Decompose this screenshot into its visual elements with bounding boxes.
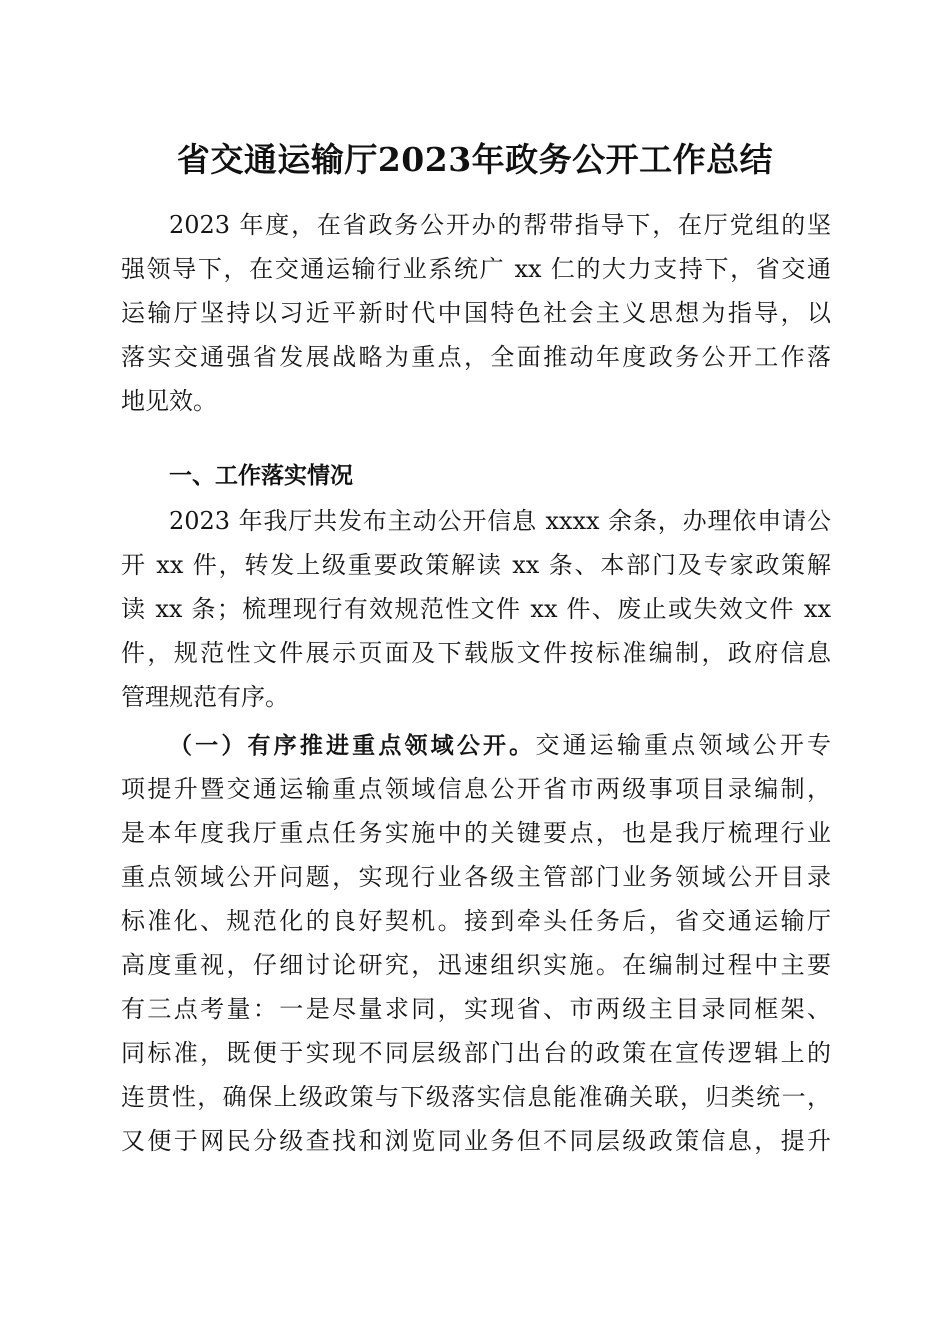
subsection-line: 连贯性，确保上级政策与下级落实信息能准确关联，归类统一， <box>121 1083 831 1111</box>
body-line: 件，规范性文件展示页面及下载版文件按标准编制，政府信息 <box>121 639 831 667</box>
subsection-line: 有三点考量：一是尽量求同，实现省、市两级主目录同框架、 <box>121 995 831 1023</box>
subsection-first-line-text: 交通运输重点领域公开专 <box>535 731 832 759</box>
body-line: 读 xx 条；梳理现行有效规范性文件 xx 件、废止或失效文件 xx <box>121 595 831 623</box>
intro-line: 落实交通强省发展战略为重点，全面推动年度政务公开工作落 <box>121 343 831 371</box>
document-title: 省交通运输厅2023年政务公开工作总结 <box>176 140 774 179</box>
intro-line: 2023 年度，在省政务公开办的帮带指导下，在厅党组的坚 <box>169 211 831 239</box>
subsection-line: 标准化、规范化的良好契机。接到牵头任务后，省交通运输厅 <box>121 907 831 935</box>
subsection-line: 高度重视，仔细讨论研究，迅速组织实施。在编制过程中主要 <box>121 951 831 979</box>
section-heading: 一、工作落实情况 <box>169 463 353 489</box>
subsection-heading: （一）有序推进重点领域公开。 <box>169 733 536 759</box>
subsection-line: 是本年度我厅重点任务实施中的关键要点，也是我厅梳理行业 <box>121 819 831 847</box>
subsection-line: 重点领域公开问题，实现行业各级主管部门业务领域公开目录 <box>121 863 831 891</box>
body-line: 2023 年我厅共发布主动公开信息 xxxx 余条，办理依申请公 <box>169 507 831 535</box>
body-line: 管理规范有序。 <box>121 683 289 711</box>
subsection-line: 项提升暨交通运输重点领域信息公开省市两级事项目录编制， <box>121 775 831 803</box>
intro-line: 强领导下，在交通运输行业系统广 xx 仁的大力支持下，省交通 <box>121 255 831 283</box>
subsection-line: 又便于网民分级查找和浏览同业务但不同层级政策信息，提升 <box>121 1127 831 1155</box>
subsection-first-line <box>169 725 831 765</box>
intro-line: 运输厅坚持以习近平新时代中国特色社会主义思想为指导，以 <box>121 299 831 327</box>
subsection-line: 同标准，既便于实现不同层级部门出台的政策在宣传逻辑上的 <box>121 1039 831 1067</box>
intro-line: 地见效。 <box>121 387 217 415</box>
body-line: 开 xx 件，转发上级重要政策解读 xx 条、本部门及专家政策解 <box>121 551 831 579</box>
